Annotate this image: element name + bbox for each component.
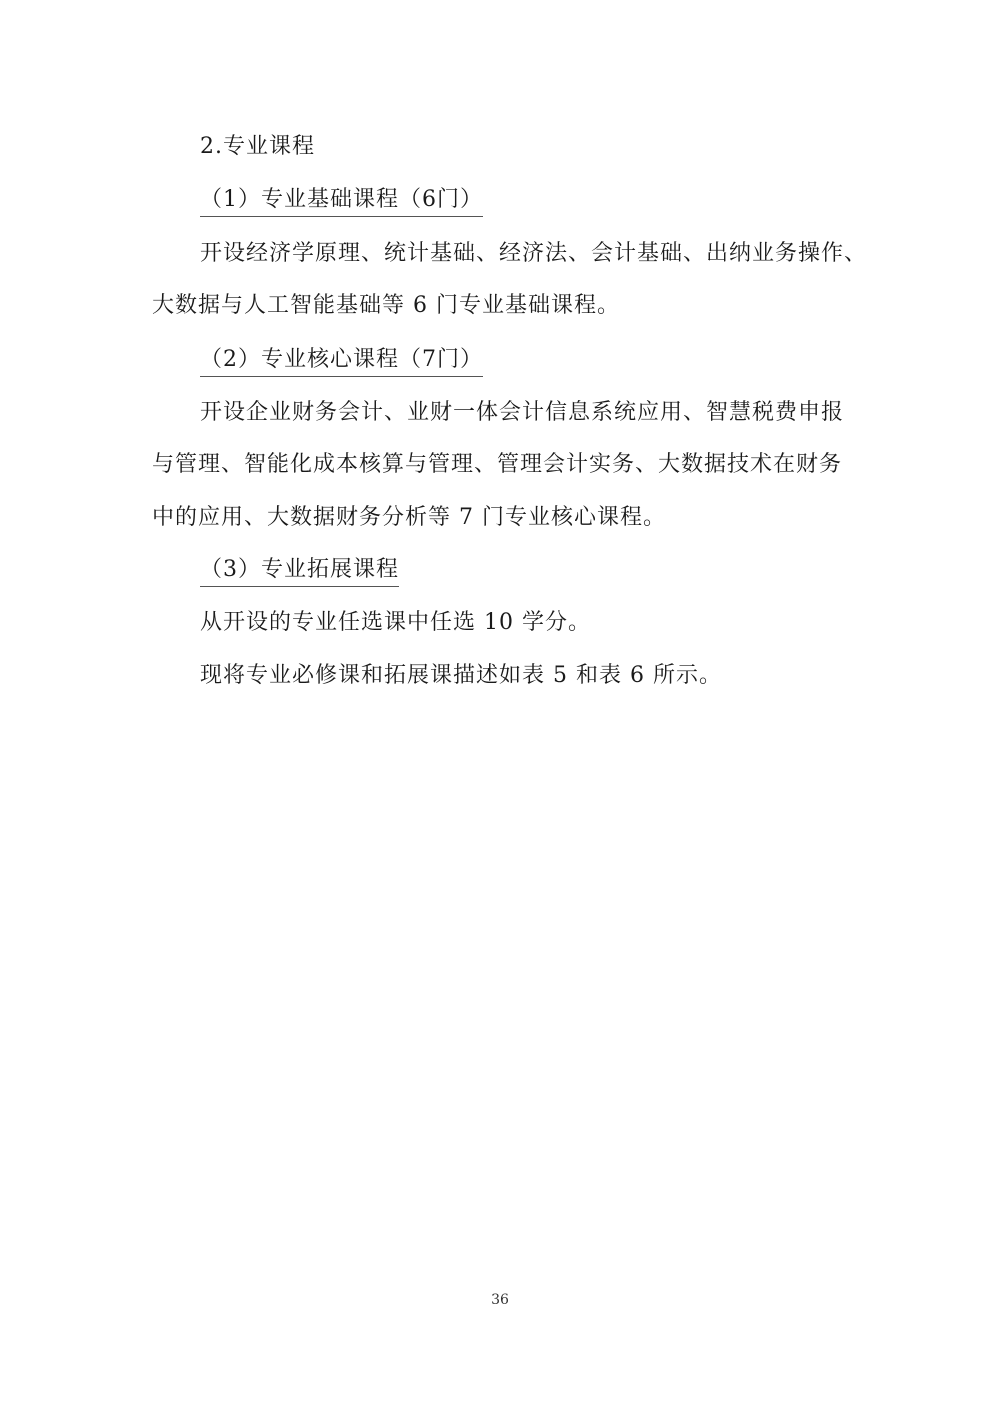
section-heading: 2.专业课程 [200, 134, 315, 159]
paragraph-line: 开设企业财务会计、业财一体会计信息系统应用、智慧税费申报 [200, 400, 845, 425]
paragraph-line: 与管理、智能化成本核算与管理、管理会计实务、大数据技术在财务 [152, 452, 843, 477]
paragraph-line: 中的应用、大数据财务分析等 7 门专业核心课程。 [152, 505, 666, 530]
subsection-heading-core: （2）专业核心课程（7门） [200, 344, 483, 377]
subsection-heading-extension: （3）专业拓展课程 [200, 554, 399, 587]
subsection-heading-basic: （1）专业基础课程（6门） [200, 184, 483, 217]
closing-paragraph: 现将专业必修课和拓展课描述如表 5 和表 6 所示。 [200, 663, 722, 688]
page-number: 36 [491, 1292, 509, 1308]
paragraph-line: 大数据与人工智能基础等 6 门专业基础课程。 [152, 293, 620, 318]
paragraph-line: 开设经济学原理、统计基础、经济法、会计基础、出纳业务操作、 [200, 241, 868, 266]
paragraph-line: 从开设的专业任选课中任选 10 学分。 [200, 610, 591, 635]
